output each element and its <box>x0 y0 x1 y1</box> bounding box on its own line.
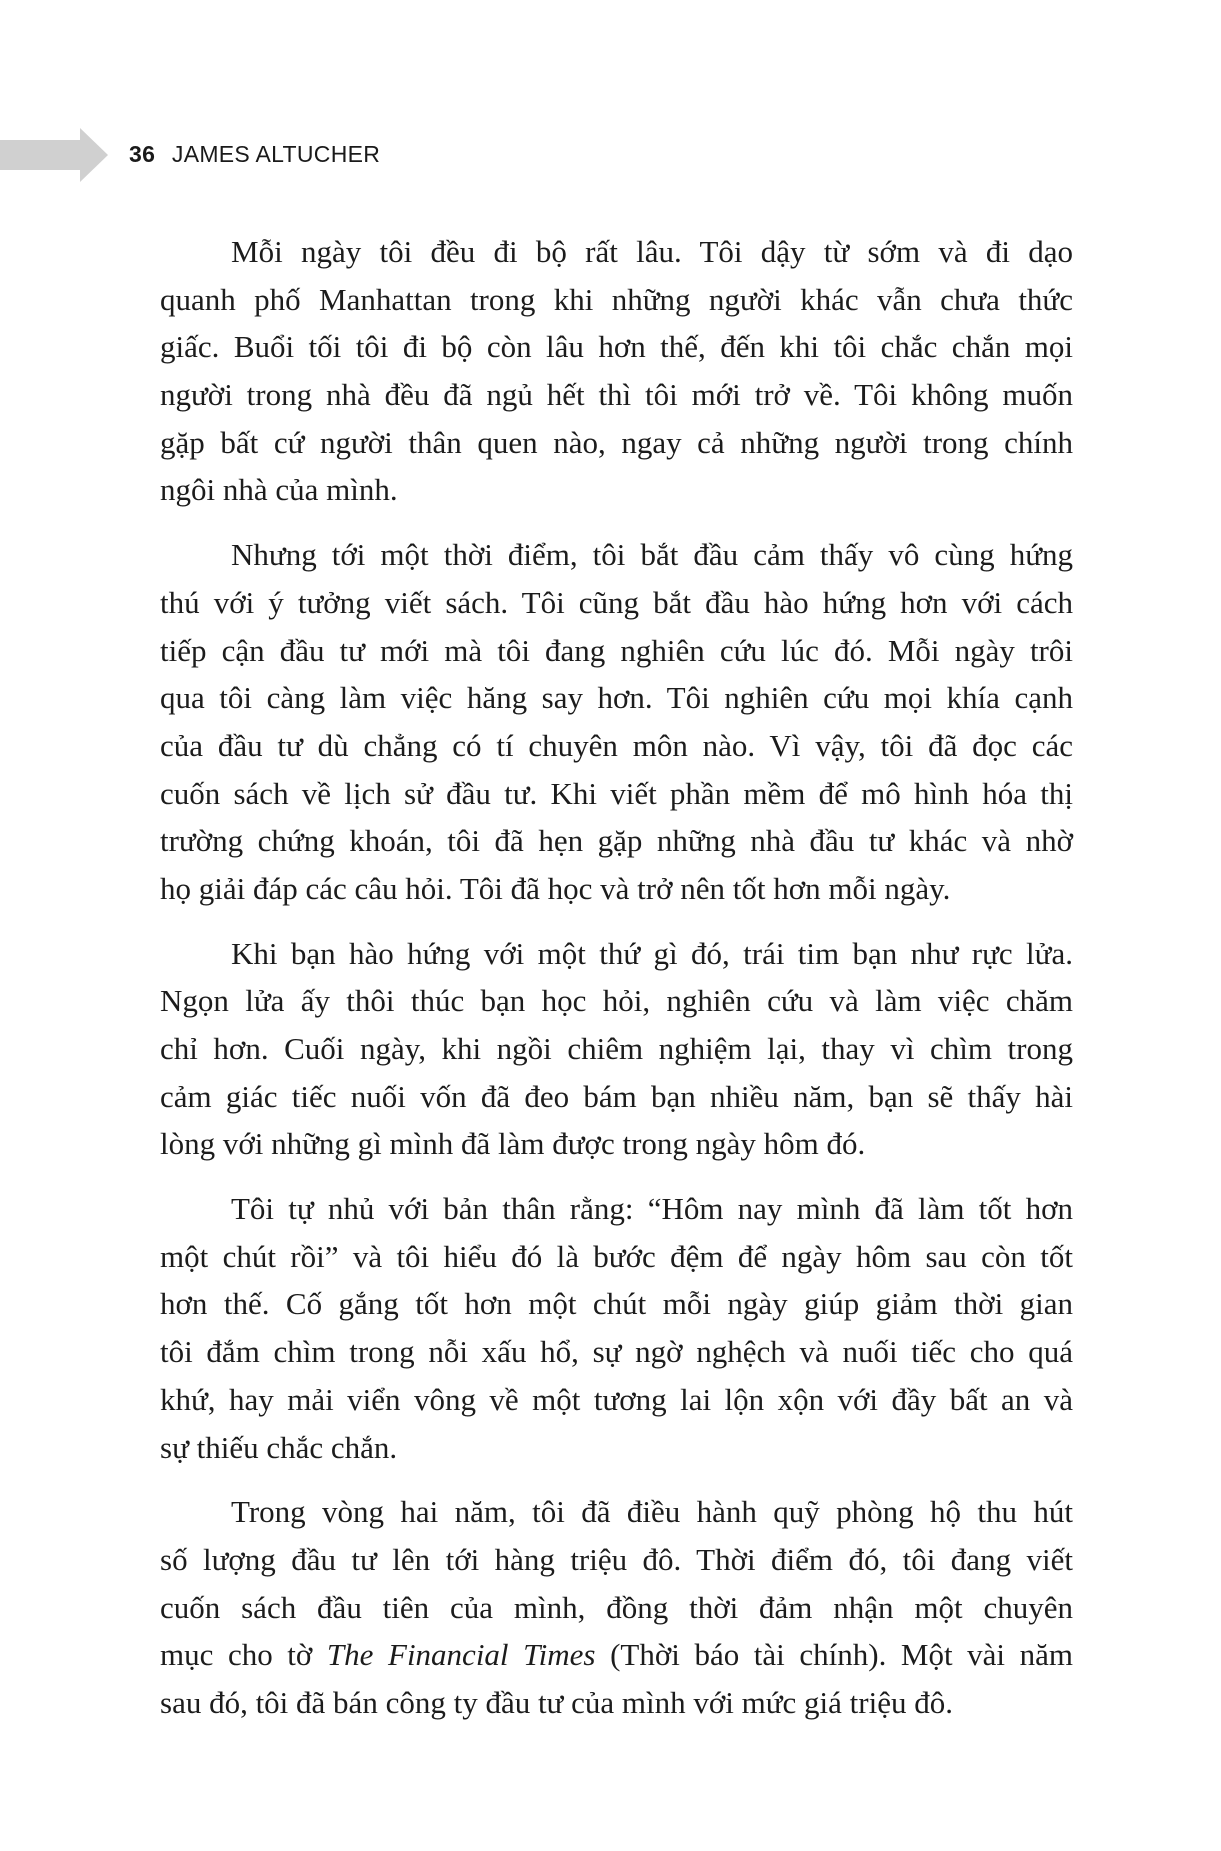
paragraph <box>160 531 1073 913</box>
text-line: khứ, hay mải viển vông về một tương lai lộn xộn với đầy bất an và <box>160 1381 1073 1417</box>
text-line: chỉ hơn. Cuối ngày, khi ngồi chiêm nghiệm lại, thay vì chìm trong <box>160 1031 1073 1066</box>
text-line: cảm giác tiếc nuối vốn đã đeo bám bạn nhiều năm, bạn sẽ thấy hài <box>160 1078 1073 1114</box>
text-line: Tôi tự nhủ với bản thân rằng: “Hôm nay mình đã làm tốt hơn <box>231 1191 1073 1227</box>
text-line: số lượng đầu tư lên tới hàng triệu đô. Thời điểm đó, tôi đang viết <box>160 1541 1073 1577</box>
newspaper-title: The Financial Times <box>326 1637 596 1673</box>
text-line: Trong vòng hai năm, tôi đã điều hành quỹ phòng hộ thu hút <box>231 1494 1073 1530</box>
text-line: sau đó, tôi đã bán công ty đầu tư của mình với mức giá triệu đô. <box>160 1684 953 1720</box>
text-line: một chút rồi” và tôi hiểu đó là bước đệm để ngày hôm sau còn tốt <box>160 1238 1073 1274</box>
paragraph <box>160 930 1073 1168</box>
text-line: tiếp cận đầu tư mới mà tôi đang nghiên cứu lúc đó. Mỗi ngày trôi <box>160 632 1073 668</box>
text-line: quanh phố Manhattan trong khi những người khác vẫn chưa thức <box>160 281 1073 317</box>
text-line: họ giải đáp các câu hỏi. Tôi đã học và trở nên tốt hơn mỗi ngày. <box>160 870 951 906</box>
text-line: trường chứng khoán, tôi đã hẹn gặp những nhà đầu tư khác và nhờ <box>160 823 1073 859</box>
text-line: Khi bạn hào hứng với một thứ gì đó, trái tim bạn như rực lửa. <box>231 935 1073 971</box>
page-arrow-icon <box>0 128 108 182</box>
paragraph <box>160 228 1073 514</box>
text-line: sự thiếu chắc chắn. <box>160 1429 398 1465</box>
page-number: 36 <box>129 141 156 167</box>
text-line: của đầu tư dù chẳng có tí chuyên môn nào. Vì vậy, tôi đã đọc các <box>160 727 1073 763</box>
running-header <box>129 141 380 168</box>
text-line: hơn thế. Cố gắng tốt hơn một chút mỗi ngày giúp giảm thời gian <box>160 1286 1073 1322</box>
text-line: cuốn sách đầu tiên của mình, đồng thời đảm nhận một chuyên <box>160 1589 1073 1625</box>
text-line: giấc. Buổi tối tôi đi bộ còn lâu hơn thế, đến khi tôi chắc chắn mọi <box>160 329 1073 365</box>
page-body <box>160 228 1073 1744</box>
paragraph <box>160 1185 1073 1471</box>
text-line: lòng với những gì mình đã làm được trong ngày hôm đó. <box>160 1126 866 1162</box>
paragraph <box>160 1488 1073 1726</box>
text-line: Nhưng tới một thời điểm, tôi bắt đầu cảm thấy vô cùng hứng <box>231 537 1073 573</box>
text-line: qua tôi càng làm việc hăng say hơn. Tôi nghiên cứu mọi khía cạnh <box>160 680 1073 716</box>
text-line: Mỗi ngày tôi đều đi bộ rất lâu. Tôi dậy từ sớm và đi dạo <box>231 234 1073 269</box>
text-line: thú với ý tưởng viết sách. Tôi cũng bắt đầu hào hứng hơn với cách <box>160 584 1073 620</box>
text-line: ngôi nhà của mình. <box>160 472 398 508</box>
text-line: tôi đắm chìm trong nỗi xấu hổ, sự ngờ nghệch và nuối tiếc cho quá <box>160 1334 1073 1370</box>
text-line: người trong nhà đều đã ngủ hết thì tôi mới trở về. Tôi không muốn <box>160 377 1073 413</box>
text-line: cuốn sách về lịch sử đầu tư. Khi viết phần mềm để mô hình hóa thị <box>160 775 1073 811</box>
text-line: gặp bất cứ người thân quen nào, ngay cả những người trong chính <box>160 424 1073 460</box>
text-line: Ngọn lửa ấy thôi thúc bạn học hỏi, nghiên cứu và làm việc chăm <box>160 983 1073 1019</box>
text-line: mục cho tờ The Financial Times (Thời báo tài chính). Một vài năm <box>160 1637 1074 1673</box>
author-name: JAMES ALTUCHER <box>171 141 381 167</box>
